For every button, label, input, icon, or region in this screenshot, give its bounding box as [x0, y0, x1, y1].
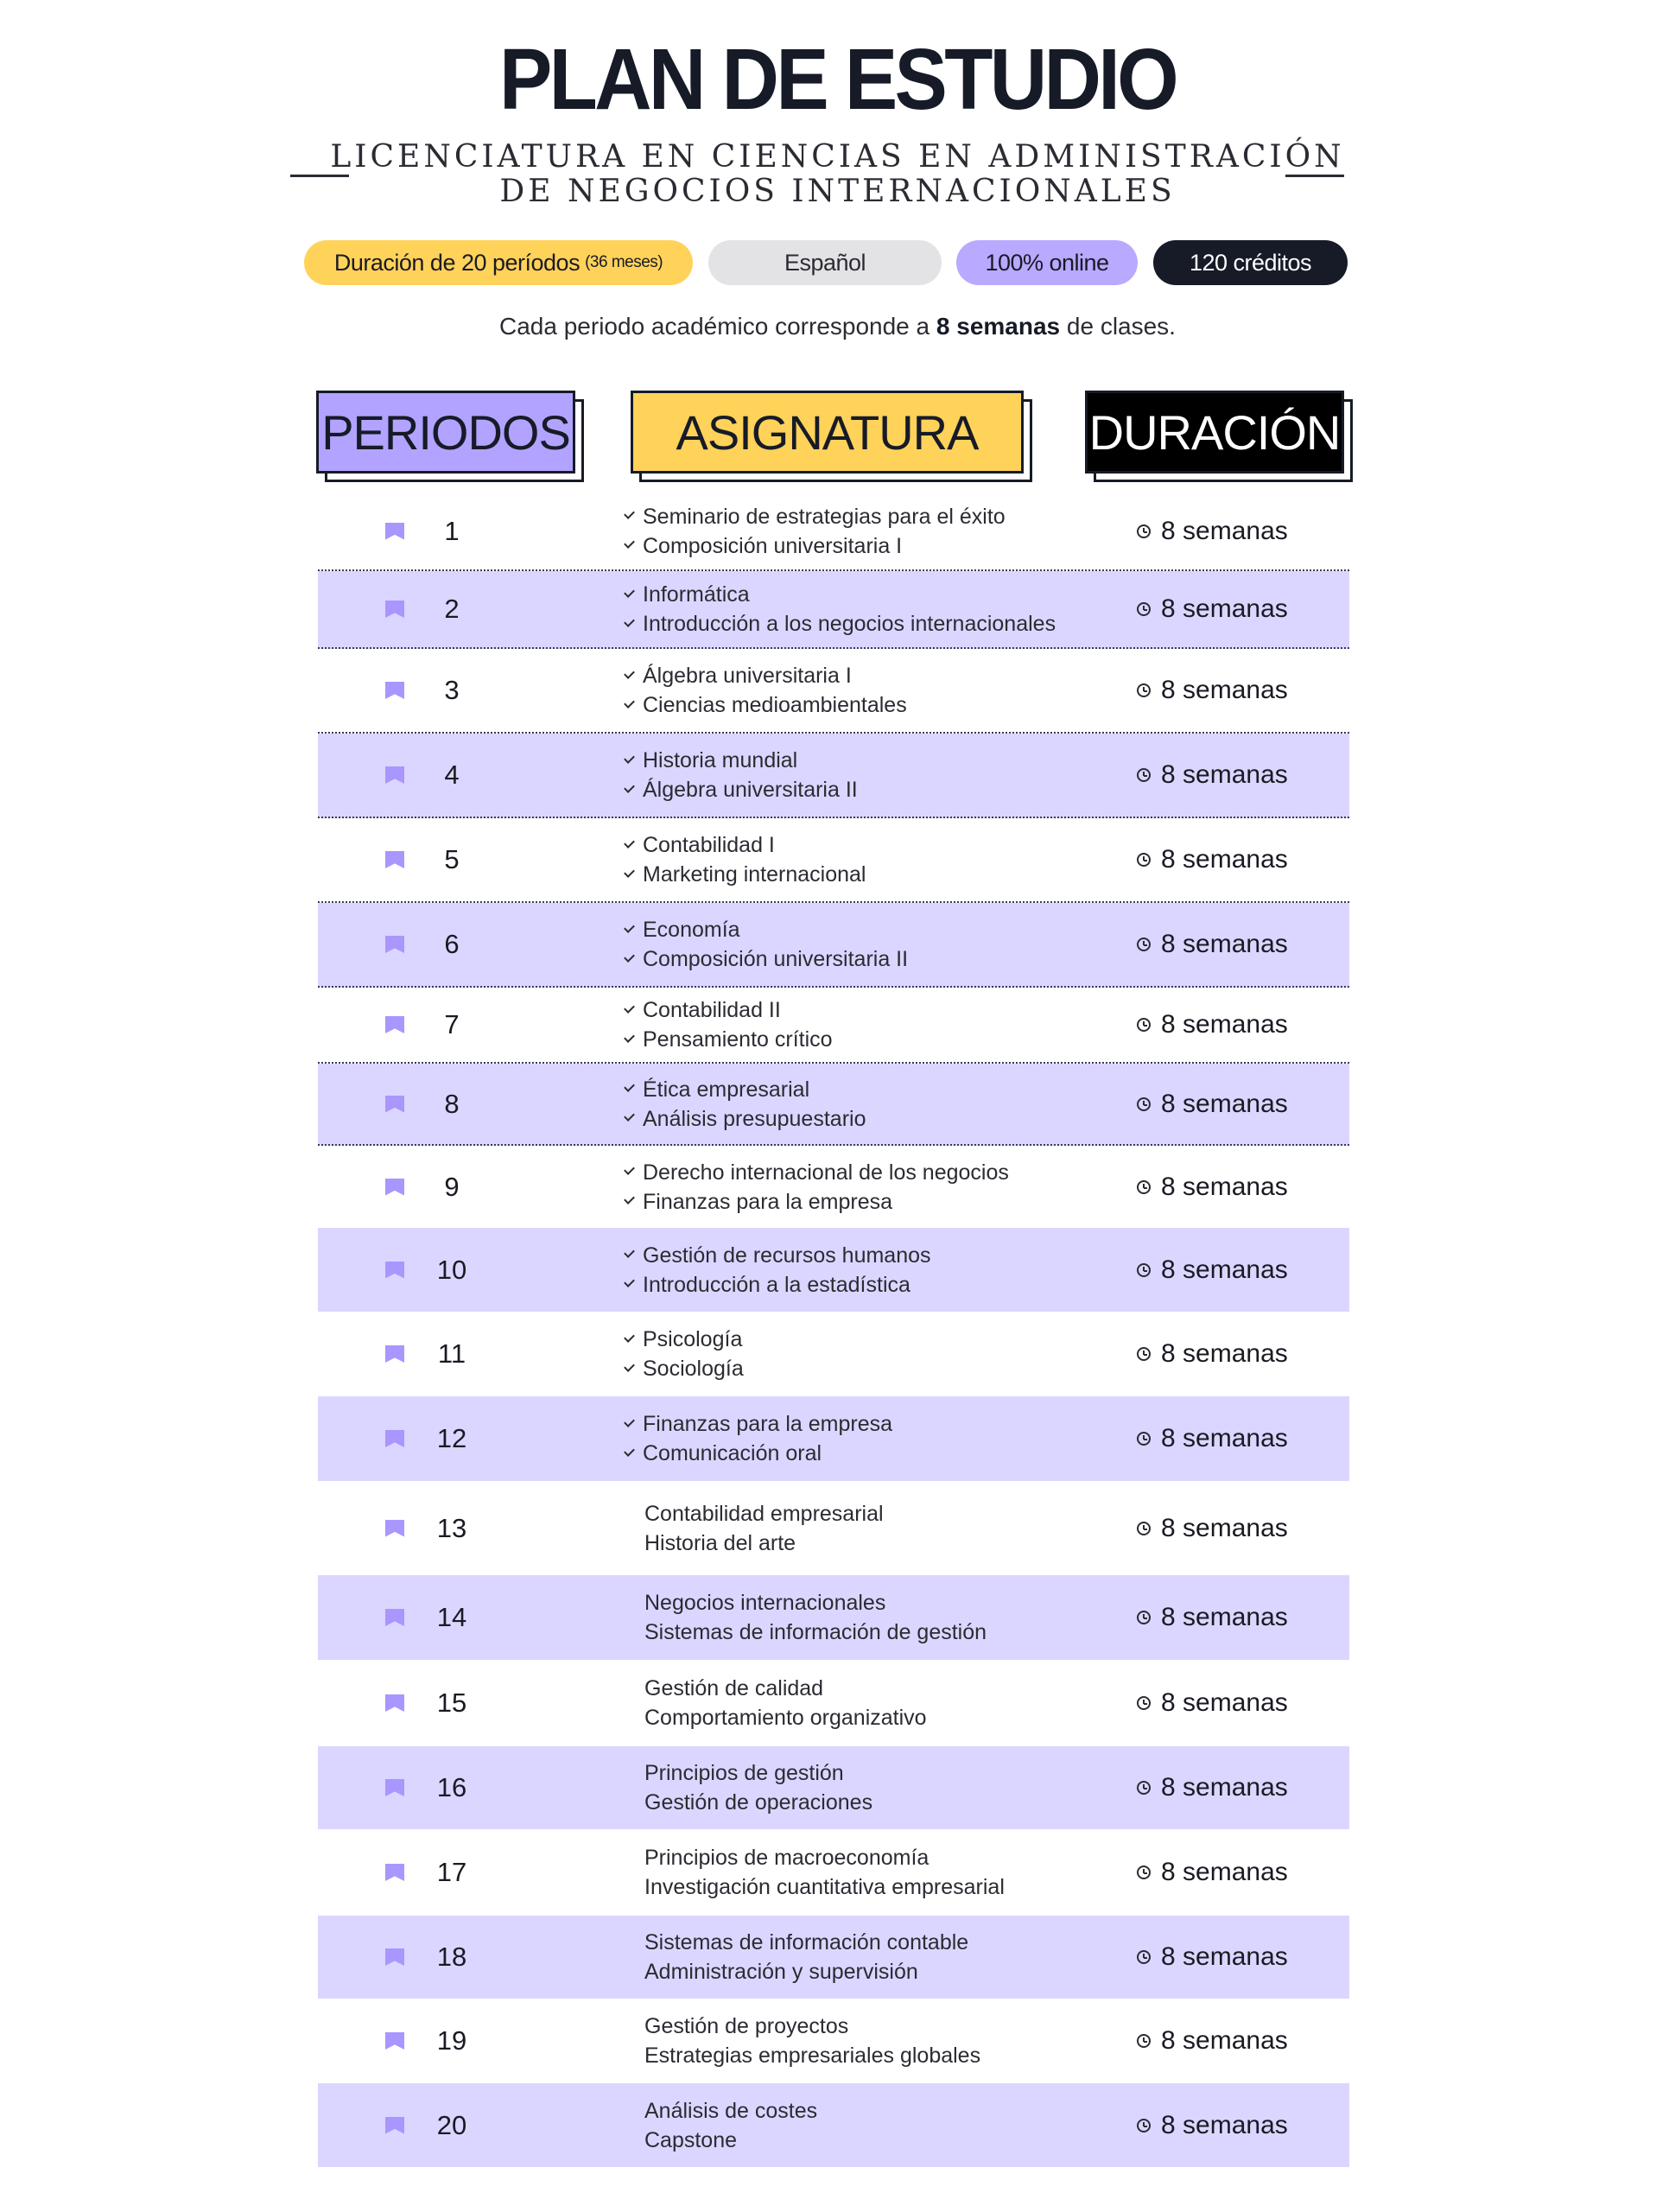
clock-icon	[1137, 524, 1151, 538]
subject-item	[644, 1025, 833, 1054]
subject-list	[644, 746, 858, 804]
duration-cell	[1137, 1942, 1288, 1972]
table-row	[318, 1228, 1349, 1312]
period-number: 6	[444, 929, 460, 959]
check-icon	[624, 1446, 635, 1457]
table-row	[318, 1999, 1349, 2083]
subject-name: Ética empresarial	[643, 1077, 810, 1102]
subject-name: Álgebra universitaria II	[643, 778, 858, 802]
table-row	[318, 1746, 1349, 1829]
duration-text: 8 semanas	[1161, 1010, 1288, 1039]
language-badge: Español	[708, 240, 942, 285]
table-row	[318, 493, 1349, 571]
subject-item	[644, 2126, 817, 2155]
clock-icon	[1137, 938, 1151, 951]
subject-list	[644, 661, 907, 720]
clock-icon	[1137, 1611, 1151, 1624]
flag-icon	[385, 936, 404, 953]
subject-name: Comportamiento organizativo	[644, 1706, 927, 1730]
subject-name: Contabilidad I	[643, 833, 775, 857]
period-number: 15	[436, 1688, 467, 1718]
subject-name: Gestión de calidad	[644, 1676, 824, 1700]
period-number: 5	[444, 844, 460, 874]
flag-icon	[385, 1520, 404, 1537]
duration-text: 8 semanas	[1161, 1513, 1288, 1542]
check-icon	[624, 1002, 635, 1014]
subject-name: Gestión de proyectos	[644, 2014, 849, 2038]
flag-icon	[385, 1179, 404, 1196]
subject-list	[644, 1588, 987, 1647]
duration-badge-note: (36 meses)	[585, 253, 663, 271]
check-icon	[624, 1416, 635, 1427]
clock-icon	[1137, 2034, 1151, 2048]
subject-list	[644, 1241, 931, 1300]
flag-icon	[385, 601, 404, 618]
subject-item	[644, 2041, 980, 2070]
subject-name: Análisis presupuestario	[643, 1106, 866, 1131]
flag-icon	[385, 1430, 404, 1447]
subject-item	[644, 1409, 892, 1439]
duration-text: 8 semanas	[1161, 1089, 1288, 1118]
period-number: 18	[436, 1942, 467, 1972]
subject-item	[644, 1354, 744, 1383]
subject-item	[644, 1187, 1009, 1217]
subject-name: Gestión de operaciones	[644, 1790, 873, 1815]
duration-text: 8 semanas	[1161, 1255, 1288, 1284]
duration-cell	[1137, 1858, 1288, 1887]
note-text-bold: 8 semanas	[936, 313, 1061, 340]
period-note	[0, 313, 1675, 340]
duration-cell	[1137, 1339, 1288, 1369]
subject-list	[644, 1843, 1005, 1902]
subject-name: Psicología	[643, 1327, 743, 1351]
subject-name: Historia mundial	[643, 748, 798, 772]
check-icon	[624, 508, 635, 519]
subject-item	[644, 1674, 927, 1703]
table-row	[318, 818, 1349, 903]
note-text-after: de clases.	[1060, 313, 1176, 340]
table-row	[318, 1146, 1349, 1228]
period-number: 8	[444, 1088, 460, 1119]
clock-icon	[1137, 853, 1151, 867]
table-row	[318, 1575, 1349, 1660]
check-icon	[624, 922, 635, 933]
period-number: 19	[436, 2025, 467, 2056]
modality-badge: 100% online	[956, 240, 1138, 285]
subject-item	[644, 2096, 817, 2126]
duration-cell	[1137, 845, 1288, 874]
clock-icon	[1137, 1180, 1151, 1194]
subject-item	[644, 944, 908, 974]
subject-item	[644, 830, 866, 860]
subject-name: Álgebra universitaria I	[643, 664, 852, 688]
period-number: 12	[436, 1423, 467, 1453]
subject-list	[644, 1928, 968, 1986]
clock-icon	[1137, 768, 1151, 782]
subject-list	[644, 1075, 866, 1134]
subject-item	[644, 915, 908, 944]
duration-cell	[1137, 1773, 1288, 1802]
period-number: 1	[444, 515, 460, 546]
table-row	[318, 1660, 1349, 1746]
flag-icon	[385, 1779, 404, 1796]
subject-name: Pensamiento crítico	[643, 1027, 833, 1052]
subject-name: Introducción a los negocios internacionales	[643, 612, 1056, 636]
clock-icon	[1137, 1781, 1151, 1795]
table-row	[318, 1064, 1349, 1146]
subject-name: Composición universitaria II	[643, 947, 909, 971]
subject-name: Gestión de recursos humanos	[643, 1243, 931, 1268]
subject-name: Administración y supervisión	[644, 1960, 918, 1984]
subtitle-rule-right	[1285, 175, 1344, 177]
subject-list	[644, 2012, 980, 2070]
table-row	[318, 988, 1349, 1064]
subject-item	[644, 995, 833, 1025]
subject-item	[644, 1843, 1005, 1872]
clock-icon	[1137, 602, 1151, 616]
subject-name: Sistemas de información de gestión	[644, 1620, 987, 1644]
duration-text: 8 semanas	[1161, 1688, 1288, 1717]
subject-name: Sociología	[643, 1357, 744, 1381]
duration-cell	[1137, 2026, 1288, 2056]
subject-name: Economía	[643, 918, 740, 942]
flag-icon	[385, 1096, 404, 1113]
duration-text: 8 semanas	[1161, 845, 1288, 874]
subject-list	[644, 1758, 872, 1817]
subject-name: Investigación cuantitativa empresarial	[644, 1875, 1005, 1899]
subject-list	[644, 1158, 1009, 1217]
duration-text: 8 semanas	[1161, 760, 1288, 789]
table-row	[318, 1916, 1349, 1999]
duration-cell	[1137, 1603, 1288, 1632]
subject-name: Historia del arte	[644, 1530, 796, 1555]
subject-item	[644, 580, 1056, 609]
subject-list	[644, 2096, 817, 2155]
subject-item	[644, 1325, 744, 1354]
subject-list	[644, 502, 1006, 561]
subject-item	[644, 1075, 866, 1104]
check-icon	[624, 1276, 635, 1287]
subject-item	[644, 746, 858, 775]
duration-text: 8 semanas	[1161, 1339, 1288, 1368]
subject-item	[644, 1872, 1005, 1902]
subject-name: Comunicación oral	[643, 1441, 822, 1465]
subject-item	[644, 1618, 987, 1647]
duration-text: 8 semanas	[1161, 1603, 1288, 1631]
duration-cell	[1137, 1010, 1288, 1039]
period-number: 13	[436, 1512, 467, 1543]
duration-cell	[1137, 517, 1288, 546]
subject-list	[644, 830, 866, 889]
period-number: 4	[444, 760, 460, 790]
check-icon	[624, 1032, 635, 1043]
subject-name: Introducción a la estadística	[643, 1272, 910, 1297]
subtitle-line-1: LICENCIATURA EN CIENCIAS EN ADMINISTRACIÓN	[330, 139, 1345, 175]
period-number: 11	[437, 1338, 466, 1369]
subject-item	[644, 1499, 884, 1529]
clock-icon	[1137, 1347, 1151, 1361]
flag-icon	[385, 851, 404, 868]
clock-icon	[1137, 2119, 1151, 2133]
clock-icon	[1137, 1696, 1151, 1710]
check-icon	[624, 951, 635, 963]
flag-icon	[385, 1609, 404, 1626]
subject-list	[644, 1499, 884, 1558]
duration-text: 8 semanas	[1161, 1942, 1288, 1971]
subject-name: Capstone	[644, 2127, 738, 2152]
check-icon	[624, 753, 635, 764]
duration-cell	[1137, 2111, 1288, 2140]
note-text-before: Cada periodo académico corresponde a	[499, 313, 936, 340]
clock-icon	[1137, 1432, 1151, 1446]
subject-list	[644, 1325, 744, 1383]
subject-name: Composición universitaria I	[643, 533, 903, 558]
check-icon	[624, 867, 635, 878]
subject-list	[644, 915, 908, 974]
subject-name: Finanzas para la empresa	[643, 1189, 893, 1214]
subject-item	[644, 1104, 866, 1134]
flag-icon	[385, 682, 404, 699]
subject-item	[644, 661, 907, 690]
duration-cell	[1137, 930, 1288, 959]
subject-item	[644, 1758, 872, 1788]
flag-icon	[385, 2032, 404, 2050]
table-row	[318, 1481, 1349, 1575]
period-number: 3	[444, 675, 460, 705]
period-number: 10	[436, 1254, 467, 1285]
flag-icon	[385, 766, 404, 784]
subject-item	[644, 609, 1056, 639]
subject-name: Contabilidad II	[643, 998, 781, 1022]
table-row	[318, 1829, 1349, 1916]
subject-item	[644, 1529, 884, 1558]
period-number: 20	[436, 2109, 467, 2140]
flag-icon	[385, 2117, 404, 2134]
flag-icon	[385, 523, 404, 540]
subject-list	[644, 1409, 892, 1468]
duration-cell	[1137, 594, 1288, 624]
duration-cell	[1137, 1514, 1288, 1543]
subject-item	[644, 502, 1006, 531]
subject-name: Sistemas de información contable	[644, 1930, 969, 1955]
period-number: 16	[436, 1772, 467, 1802]
check-icon	[624, 1164, 635, 1175]
subject-name: Contabilidad empresarial	[644, 1501, 884, 1526]
clock-icon	[1137, 1522, 1151, 1535]
study-plan-table	[318, 493, 1349, 2167]
duration-text: 8 semanas	[1161, 1172, 1288, 1201]
flag-icon	[385, 1948, 404, 1966]
clock-icon	[1137, 1263, 1151, 1277]
duration-badge	[304, 240, 693, 285]
duration-text: 8 semanas	[1161, 1773, 1288, 1802]
column-header-subject: ASIGNATURA	[631, 391, 1024, 474]
subject-item	[644, 531, 1006, 561]
duration-cell	[1137, 1688, 1288, 1718]
check-icon	[624, 616, 635, 627]
duration-text: 8 semanas	[1161, 1858, 1288, 1886]
program-subtitle	[0, 140, 1675, 209]
subject-name: Estrategias empresariales globales	[644, 2044, 981, 2068]
duration-cell	[1137, 1255, 1288, 1285]
subject-name: Finanzas para la empresa	[643, 1412, 893, 1436]
subject-name: Informática	[643, 582, 750, 607]
subject-item	[644, 775, 858, 804]
subject-item	[644, 860, 866, 889]
period-number: 14	[436, 1602, 467, 1632]
check-icon	[624, 697, 635, 709]
table-row	[318, 649, 1349, 734]
subject-item	[644, 1588, 987, 1618]
duration-text: 8 semanas	[1161, 676, 1288, 704]
table-row	[318, 571, 1349, 649]
subject-item	[644, 1439, 892, 1468]
check-icon	[624, 1110, 635, 1122]
check-icon	[624, 1193, 635, 1205]
check-icon	[624, 1332, 635, 1343]
subject-name: Principios de gestión	[644, 1761, 844, 1785]
subject-item	[644, 1928, 968, 1957]
subject-item	[644, 1158, 1009, 1187]
subject-name: Marketing internacional	[643, 862, 866, 887]
duration-text: 8 semanas	[1161, 594, 1288, 623]
flag-icon	[385, 1016, 404, 1033]
subject-item	[644, 1270, 931, 1300]
subject-item	[644, 1788, 872, 1817]
flag-icon	[385, 1694, 404, 1712]
subject-name: Seminario de estrategias para el éxito	[643, 504, 1006, 529]
period-number: 9	[444, 1171, 460, 1202]
flag-icon	[385, 1262, 404, 1279]
clock-icon	[1137, 1018, 1151, 1032]
check-icon	[624, 1361, 635, 1372]
subject-list	[644, 1674, 927, 1732]
table-row	[318, 2083, 1349, 2167]
subject-item	[644, 1703, 927, 1732]
duration-text: 8 semanas	[1161, 1424, 1288, 1452]
clock-icon	[1137, 1097, 1151, 1111]
duration-text: 8 semanas	[1161, 2110, 1288, 2139]
subject-name: Ciencias medioambientales	[643, 693, 907, 717]
subtitle-line-2: DE NEGOCIOS INTERNACIONALES	[499, 174, 1176, 209]
duration-badge-text: Duración de 20 períodos	[333, 249, 581, 276]
column-header-duration: DURACIÓN	[1085, 391, 1344, 474]
period-number: 17	[436, 1857, 467, 1887]
clock-icon	[1137, 683, 1151, 697]
subject-item	[644, 1241, 931, 1270]
period-number: 7	[444, 1009, 460, 1039]
flag-icon	[385, 1345, 404, 1363]
duration-cell	[1137, 1173, 1288, 1202]
subject-item	[644, 1957, 968, 1986]
subject-list	[644, 995, 833, 1054]
clock-icon	[1137, 1866, 1151, 1879]
table-row	[318, 734, 1349, 818]
check-icon	[624, 782, 635, 793]
subject-item	[644, 2012, 980, 2041]
table-row	[318, 1312, 1349, 1396]
subject-list	[644, 580, 1056, 639]
clock-icon	[1137, 1950, 1151, 1964]
check-icon	[624, 1081, 635, 1092]
page-title: PLAN DE ESTUDIO	[498, 31, 1177, 128]
table-row	[318, 903, 1349, 988]
duration-cell	[1137, 1424, 1288, 1453]
subject-item	[644, 690, 907, 720]
duration-text: 8 semanas	[1161, 516, 1288, 545]
duration-text: 8 semanas	[1161, 930, 1288, 958]
subject-name: Derecho internacional de los negocios	[643, 1160, 1009, 1185]
duration-cell	[1137, 676, 1288, 705]
subject-name: Análisis de costes	[644, 2098, 818, 2123]
flag-icon	[385, 1864, 404, 1881]
period-number: 2	[444, 594, 460, 624]
check-icon	[624, 837, 635, 849]
credits-badge: 120 créditos	[1153, 240, 1348, 285]
check-icon	[624, 668, 635, 679]
check-icon	[624, 587, 635, 598]
check-icon	[624, 537, 635, 549]
column-header-periods: PERIODOS	[316, 391, 575, 474]
table-row	[318, 1396, 1349, 1481]
subject-name: Negocios internacionales	[644, 1591, 886, 1615]
duration-cell	[1137, 1090, 1288, 1119]
subject-name: Principios de macroeconomía	[644, 1846, 929, 1870]
duration-text: 8 semanas	[1161, 2026, 1288, 2055]
duration-cell	[1137, 760, 1288, 790]
check-icon	[624, 1247, 635, 1258]
